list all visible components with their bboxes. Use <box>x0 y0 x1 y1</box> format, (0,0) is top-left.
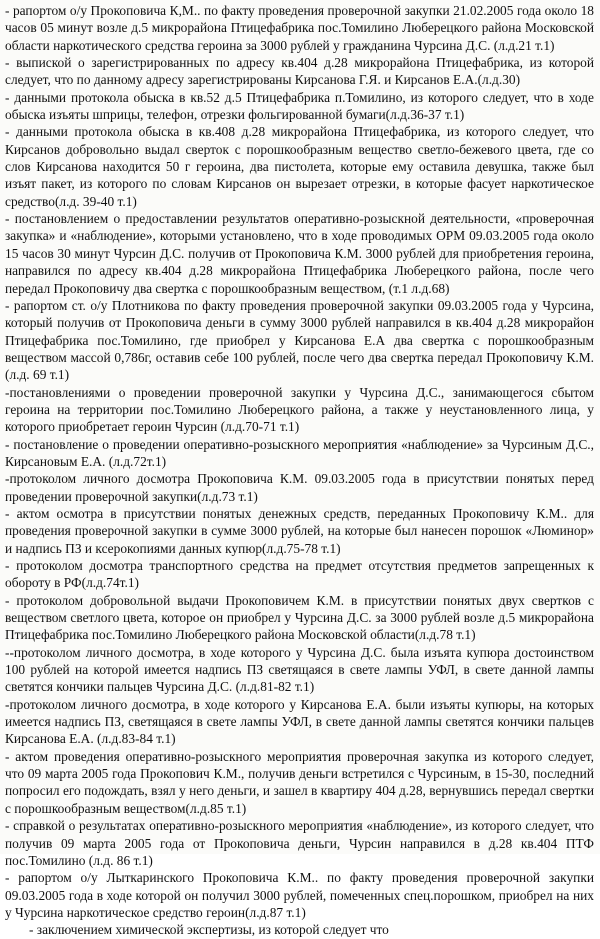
evidence-item-personal-search-prokopovich: -протоколом личного досмотра Прокоповича К.М. 09.03.2005 года в присутствии понятых перед проведении проверочной закупки(л.д.73 т.1) <box>5 471 594 504</box>
evidence-item-search-apt-52: - данными протокола обыска в кв.52 д.5 Птицефабрика п.Томилино, из которого следует, что в ходе обыска изъяты шприцы, телефон, отрезки фольгированной бумаги(л.д.36-37 т.1) <box>5 89 594 123</box>
evidence-item-orm-results-resolution: - постановлением о предоставлении результатов оперативно-розыскной деятельности, «проверочная закупка» и «наблюдение», которыми установлено, что в ходе проводимых ОРМ 09.03.2005 года около 15 часов 30 минут Чурсин Д.С. получив от Прокоповича К.М. 3000 рублей для приобретения героина, направился по адресу кв.404 д.28 микрорайона Птицефабрика Люберецкого района, после чего передал Прокоповичу два свертка с порошкообразным веществом, (т.1 л.д.68) <box>5 211 594 296</box>
document-body <box>5 2 594 939</box>
evidence-item-personal-search-kirsanov: -протоколом личного досмотра, в ходе которого у Кирсанова Е.А. были изъяты купюры, на которых имеется надпись ПЗ, светящаяся в свете лампы УФЛ, в свете данной лампы светятся кончики пальцев Кирсанова Е.А. (л.д.83-84 т.1) <box>5 696 594 747</box>
evidence-item-personal-search-chursin: --протоколом личного досмотра, в ходе которого у Чурсина Д.С. была изъята купюра достоинством 100 рублей на которой имеется надпись ПЗ светящаяся в свете лампы УФЛ, в свете данной лампы светятся кончики пальцев Чурсина Д.С. (л.д.81-82 т.1) <box>5 644 594 695</box>
evidence-item-lytkarino-report: - рапортом о/у Лыткаринского Прокоповича К.М.. по факту проведения проверочной закупки 09.03.2005 года в ходе которой он получил 3000 рублей, помеченных спец.порошком, приобрел на них у Чурсина наркотическое средство героин(л.д.87 т.1) <box>5 870 594 920</box>
evidence-item-report-21-02: - рапортом о/у Прокоповича К,М.. по факту проведения проверочной закупки 21.02.2005 года около 18 часов 05 минут возле д.5 микрорайона Птицефабрика пос.Томилино Люберецкого района Московской области наркотического средства героина за 3000 рублей у гражданина Чурсина Д.С. (л.д.21 т.1) <box>5 3 594 53</box>
evidence-item-chemical-expertise: - заключением химической экспертизы, из которой следует что <box>29 922 389 938</box>
evidence-item-vehicle-inspection: - протоколом досмотра транспортного средства на предмет отсутствия предметов запрещенных к обороту в РФ(л.д.74т.1) <box>5 558 594 591</box>
evidence-item-money-inspection-act: - актом осмотра в присутствии понятых денежных средств, переданных Прокоповичу К.М.. для проведения проверочной закупки в сумме 3000 рублей, на которые был нанесен порошок «Люминор» и надпись ПЗ и ксерокопиями данных купюр(л.д.75-78 т.1) <box>5 505 594 556</box>
evidence-item-purchase-act: - актом проведения оперативно-розыскного мероприятия проверочная закупка из которого следует, что 09 марта 2005 года Прокопович К.М., получив деньги встретился с Чурсиным, в 15-30, последний попросил его подождать, взял у него деньги, и зашел в квартиру 404 д.28, вернувшись передал свертки с порошкообразным веществом(л.д.85 т.1) <box>5 748 594 816</box>
evidence-item-purchase-resolutions: -постановлениями о проведении проверочной закупки у Чурсина Д.С., занимающегося сбытом героина на территории пос.Томилино Люберецкого района, а также у неустановленного лица, у которого приобретает героин Чурсин (л.д.70-71 т.1) <box>5 384 594 435</box>
evidence-item-search-apt-408: - данными протокола обыска в кв.408 д.28 микрорайона Птицефабрика, из которого следует, что Кирсанов добровольно выдал сверток с порошкообразным вещество светло-бежевого цвета, где со слов Кирсанова находится 50 г героина, два пистолета, которые ему оставила девушка, также был изъят пакет, из которого по словам Кирсанов он вырезает отрезки, в которые фасует наркотическое средство(л.д. 39-40 т.1) <box>5 124 594 209</box>
evidence-item-observation-resolution: - постановление о проведении оперативно-розыскного мероприятия «наблюдение» за Чурсиным Д.С., Кирсановым Е.А. (л.д.72т.1) <box>5 436 594 469</box>
evidence-item-voluntary-surrender: - протоколом добровольной выдачи Прокоповичем К.М. в присутствии понятых двух свертков с веществом светлого цвета, которое он приобрел у Чурсина Д.С. за 3000 рублей возле д.5 микрорайона Птицефабрика пос.Томилино Люберецкого района Московской области(л.д.78 т.1) <box>5 592 594 643</box>
evidence-item-registration-extract: - выпиской о зарегистрированных по адресу кв.404 д.28 микрорайона Птицефабрика, из которой следует, что по данному адресу зарегистрированы Кирсанова Г.Я. и Кирсанов Е.А.(л.д.30) <box>5 55 594 88</box>
evidence-item-plotnikov-report: - рапортом ст. о/у Плотникова по факту проведения проверочной закупки 09.03.2005 года у Чурсина, который получив от Прокоповича деньги в сумму 3000 рублей направился в кв.404 д.28 микрорайон Птицефабрика пос.Томилино, где приобрел у Кирсанова Е.А два свертка с порошкообразным веществом массой 0,786г, оставив себе 100 рублей, после чего два свертка передал Прокоповичу К.М.(л.д. 69 т.1) <box>5 297 594 383</box>
evidence-item-observation-certificate: - справкой о результатах оперативно-розыскного мероприятия «наблюдение», из которого следует, что получив 09 марта 2005 года от Прокоповича деньги, Чурсин направился в д.28 кв.404 ПТФ пос.Томилино (л.д. 86 т.1) <box>5 818 594 868</box>
